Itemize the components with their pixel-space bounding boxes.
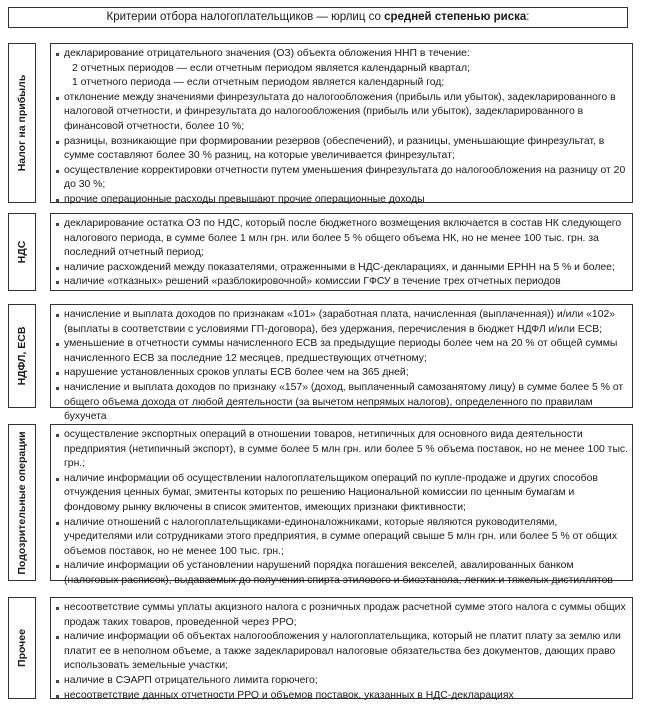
list-item: осуществление корректировки отчетности путем уменьшения финрезультата до налогообложения на разницу от 20 до 30 %; <box>56 164 628 193</box>
section-content <box>50 304 633 423</box>
section-content <box>50 213 633 291</box>
section-label-box <box>8 43 36 203</box>
title-bold: средней степенью риска <box>384 11 527 23</box>
item-text: декларирование отрицательного значения (ОЗ) объекта обложения ННП в течение: <box>64 48 470 59</box>
list-item: начисление и выплата доходов по признаку «157» (доход, выплаченный самозанятому лицу) в сумме более 5 % от общего объема дохода от любой деятельности (за вычетом непрямых налогов), определенного по правилам бухучета <box>56 381 628 425</box>
section-pit-usc <box>8 304 633 423</box>
section-other <box>8 597 633 699</box>
title-prefix: Критерии отбора налогоплательщиков — юрлиц со <box>106 11 385 23</box>
list-item: наличие информации об объектах налогообложения у налогоплательщика, который не платит плату за землю или платит ее в неполном объеме, а также задекларировал налоговые обязательства без документов, дающих право использовать земельные участки; <box>56 630 628 674</box>
title-suffix: : <box>526 11 530 23</box>
section-label: НДС <box>16 240 28 264</box>
list-item: отклонение между значениями финрезультата до налогообложения (прибыль или убыток), задекларированного в налоговой отчетности, и финрезультата до налогообложения (прибыль или убыток), задекларированного в финансовой отчетности, более 10 %; <box>56 91 628 135</box>
section-label: Подозрительные операции <box>16 430 28 575</box>
section-label: Налог на прибыль <box>16 74 28 172</box>
list-item: нарушение установленных сроков уплаты ЕСВ более чем на 365 дней; <box>56 366 628 381</box>
list-item: наличие расхождений между показателями, отраженными в НДС-декларациях, и данными ЕРНН на 5 % и более; <box>56 261 628 276</box>
section-vat <box>8 213 633 291</box>
list-item <box>56 47 628 91</box>
section-content <box>50 43 633 203</box>
section-label-box <box>8 424 36 581</box>
list-item: уменьшение в отчетности суммы начисленного ЕСВ за предыдущие периоды более чем на 20 % от общей суммы начисленного ЕСВ за последние 12 месяцев, предшествующих отчетному; <box>56 337 628 366</box>
list-item: наличие «отказных» решений «разблокировочной» комиссии ГФСУ в течение трех отчетных периодов <box>56 275 628 290</box>
list-item: несоответствие суммы уплаты акцизного налога с розничных продаж расчетной сумме этого налога с суммы общих продаж таких товаров, проведенной через РРО; <box>56 601 628 630</box>
list-item: наличие информации об осуществлении налогоплательщиком операций по купле-продаже и других способов отчуждения ценных бумаг, эмитенты которых по решению Национальной комиссии по ценным бумагам и фондовому рынку включены в список эмитентов, имеющих признаки фиктивности; <box>56 472 628 516</box>
sub-item: 2 отчетных периодов — если отчетным периодом является календарный квартал; <box>72 62 470 74</box>
section-label-box <box>8 597 36 699</box>
list-item: начисление и выплата доходов по признакам «101» (заработная плата, начисленная (выплаченная)) и/или «102» (выплаты в соответствии с условиями ГП-договора), без удержания, перечисления в бюджет НДФЛ и/или ЕСВ; <box>56 308 628 337</box>
list-item: декларирование остатка ОЗ по НДС, который после бюджетного возмещения включается в состав НК следующего налогового периода, в сумме более 1 млн грн. или более 5 % общего объема НК, но не менее 100 тыс. грн. за последний отчетный период; <box>56 217 628 261</box>
section-label-box <box>8 213 36 291</box>
list-item: наличие информации об установлении нарушений порядка погашения векселей, авалированных банком (налоговых расписок), выдаваемых до получения спирта этилового и биоэтанола, легких и тяжелых дистиллятов <box>56 559 628 588</box>
section-content <box>50 597 633 699</box>
list-item: наличие отношений с налогоплательщиками-единоналожниками, которые являются руководителями, учредителями или сотрудниками этого предприятия, в сумме операций свыше 5 млн грн. или более 5 % от общих объемов поставок, но не менее 100 тыс. грн.; <box>56 516 628 560</box>
list-item: наличие в СЭАРП отрицательного лимита горючего; <box>56 674 628 689</box>
section-label: НДФЛ, ЕСВ <box>16 326 28 386</box>
list-item: разницы, возникающие при формировании резервов (обеспечений), и разницы, уменьшающие финрезультат, в сумме составляют более 30 % разниц, на которые увеличивается финрезультат; <box>56 135 628 164</box>
section-content <box>50 424 633 586</box>
list-item: несоответствие данных отчетности РРО и объемов поставок, указанных в НДС-декларациях <box>56 689 628 704</box>
section-label: Прочее <box>16 629 28 667</box>
table-title <box>8 7 628 28</box>
section-label-box <box>8 304 36 408</box>
sub-item: 1 отчетного периода — если отчетным периодом является календарный год; <box>72 77 445 89</box>
section-suspicious-operations <box>8 424 633 586</box>
section-profit-tax <box>8 43 633 203</box>
list-item: прочие операционные расходы превышают прочие операционные доходы <box>56 193 628 208</box>
list-item: осуществление экспортных операций в отношении товаров, нетипичных для основного вида деятельности предприятия (нетипичный экспорт), в сумме более 5 млн грн. или более 5 % объема поставок, но не менее 100 тыс. грн.; <box>56 428 628 472</box>
